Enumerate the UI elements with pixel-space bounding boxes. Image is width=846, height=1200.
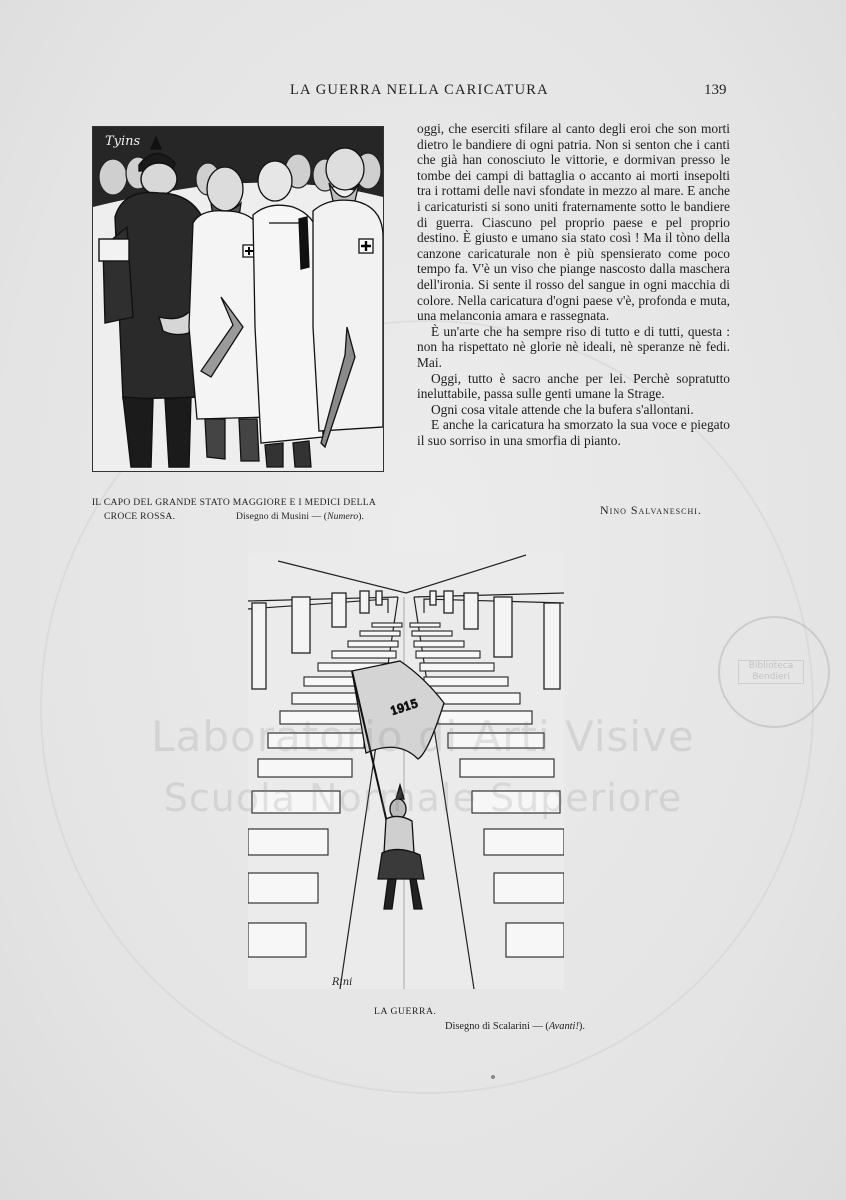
figure1-credit: [236, 511, 364, 522]
article-paragraph: Ogni cosa vitale attende che la bufera s'allontani.: [431, 401, 694, 417]
article-paragraph: Oggi, tutto è sacro anche per lei. Perchè sopratutto ineluttabile, passa sulle genti umane la Strage.: [417, 370, 730, 402]
article-text: [417, 121, 730, 448]
figure2-credit-suffix: ).: [578, 1021, 585, 1032]
figure2-caption-title: LA GUERRA.: [374, 1006, 437, 1017]
figure1-caption-line2: [66, 510, 402, 524]
figure-chief-of-staff-caricature: [92, 126, 384, 472]
running-head: LA GUERRA NELLA CARICATURA: [290, 82, 549, 98]
page-mark-dot: [491, 1075, 495, 1079]
figure1-caption-line1: IL CAPO DEL GRANDE STATO MAGGIORE E I MEDICI DELLA: [91, 497, 377, 508]
article-paragraph: oggi, che eserciti sfilare al canto degli eroi che son morti dietro le bandiere di ogni patria. Non si senton che i canti che già han conosciuto le vittorie, e dormivan presso le tombe dei campi di battaglia o accanto ai morti insepolti tra i rottami delle navi sfondate in mezzo al mare. E anche i caricaturisti si sono uniti fraternamente sotto le bandiere di guerra. Ciascuno pel proprio paese e pel proprio destino. È giusto e umano sia stato così ! Ma il tòno della canzone caricaturale non è più spensierato come poco tempo fa. V'è un viso che piange nascosto dalla maschera dell'ironia. Si sente il rosso del sangue in ogni macchia di colore. Nella caricatura d'ogni paese v'è, profonda e muta, una melanconia amara e rassegnata.: [417, 121, 730, 324]
figure2-credit: [445, 1021, 585, 1032]
watermark-line1: Visive: [565, 712, 695, 761]
figure-la-guerra-drawing: [248, 553, 564, 989]
article-paragraph: È un'arte che ha sempre riso di tutto e di tutti, questa : non ha rispettato nè glorie nè ideali, nè speranze nè fedi. Mai.: [417, 323, 730, 370]
figure1-credit-prefix: Disegno di Musini — (: [235, 511, 328, 522]
figure1-caption: [66, 496, 402, 524]
figure1-artist-signature: Tyins: [105, 134, 141, 149]
article-paragraph: E anche la caricatura ha smorzato la sua voce e piegato il suo sorriso in una smorfia di pianto.: [417, 417, 730, 448]
figure1-caption-lead: CROCE ROSSA.: [103, 511, 176, 522]
page-number: 139: [704, 82, 727, 98]
figure1-credit-suffix: ).: [358, 511, 365, 522]
library-stamp-text: Biblioteca Bendieri: [738, 660, 804, 684]
figure2-credit-prefix: Disegno di Scalarini — (: [445, 1021, 549, 1032]
watermark-line2: Scuola Superiore: [163, 776, 683, 820]
figure2-flag-text: 1915: [388, 696, 420, 718]
figure1-credit-source: Numero: [327, 511, 359, 522]
article-signature: Nino Salvaneschi.: [600, 503, 702, 517]
figure2-artist-signature: Rini: [332, 977, 353, 988]
figure2-credit-source: Avanti!: [548, 1021, 579, 1032]
